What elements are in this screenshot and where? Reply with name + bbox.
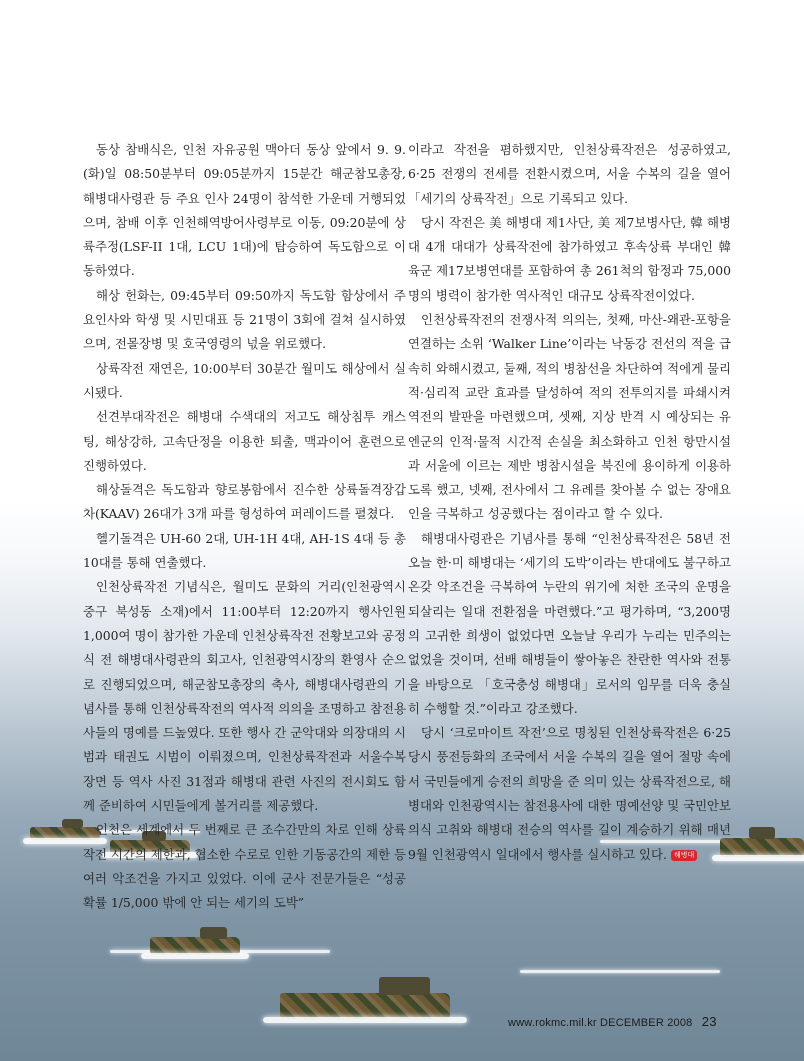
end-mark-icon: 해병대	[671, 850, 697, 861]
paragraph: 인천은 세계에서 두 번째로 큰 조수간만의 차로 인해 상륙작전 시간의 제한과, 협소한 수로로 인한 기동공간의 제한 등 여러 악조건을 가지고 있었다. 이에 군사 전문가들은 “성공확률 1/5,000 밖에 안 되는 세기의 도박”	[83, 822, 406, 911]
paragraph: 선견부대작전은 해병대 수색대의 저고도 해상침투 캐스팅, 해상강하, 고속단정을 이용한 퇴출, 맥과이어 훈련으로 진행하였다.	[83, 409, 406, 473]
wave-spray	[520, 970, 720, 973]
amphibious-vehicle	[150, 925, 240, 955]
article-left-column	[83, 138, 406, 916]
page-footer	[508, 1014, 717, 1029]
paragraph: 이라고 작전을 폄하했지만, 인천상륙작전은 성공하였고, 6·25 전쟁의 전세를 전환시켰으며, 서울 수복의 길을 열어 「세기의 상륙작전」으로 기록되고 있다.	[408, 142, 731, 206]
paragraph: 해병대사령관은 기념사를 통해 “인천상륙작전은 58년 전 오늘 한·미 해병대는 ‘세기의 도박’이라는 반대에도 불구하고 온갖 악조건을 극복하여 누란의 위기에 처한 조국의 운명을 되살리는 일대 전환점을 마련했다.”고 평가하며, “3,200명의 고귀한 희생이 없었다면 오늘날 우리가 누리는 민주의는 없었을 것이며, 선배 해병들이 쌓아놓은 찬란한 역사와 전통을 바탕으로 「호국충성 해병대」로서의 임무를 더욱 충실히 수행할 것.”이라고 강조했다.	[408, 530, 731, 716]
issue-date: DECEMBER 2008	[600, 1017, 693, 1029]
website-url: www.rokmc.mil.kr	[508, 1017, 597, 1029]
paragraph-text: 당시 ‘크로마이트 작전’으로 명칭된 인천상륙작전은 6·25 당시 풍전등화의 조국에서 서울 수복의 길을 열어 절망 속에서 국민들에게 승전의 희망을 준 의미 있는 상륙작전으로, 해병대와 인천광역시는 참전용사에 대한 명예선양 및 국민안보의식 고취와 해병대 전승의 역사를 길이 계승하기 위해 매년 9월 인천광역시 일대에서 행사를 실시하고 있다.	[408, 725, 731, 862]
paragraph: 상륙작전 재연은, 10:00부터 30분간 월미도 해상에서 실시됐다.	[83, 360, 406, 400]
paragraph: 해상돌격은 독도함과 향로봉함에서 진수한 상륙돌격장갑차(KAAV) 26대가 3개 파를 형성하여 퍼레이드를 펼쳤다.	[83, 482, 406, 522]
page-number: 23	[701, 1014, 717, 1029]
article-right-column	[408, 138, 731, 867]
paragraph: 인천상륙작전의 전쟁사적 의의는, 첫째, 마산-왜관-포항을 연결하는 소위 ‘Walker Line’이라는 낙동강 전선의 적을 급속히 와해시켰고, 둘째, 적의 병참선을 차단하여 적에게 물리적·심리적 교란 효과를 달성하여 적의 전투의지를 파쇄시켜 역전의 발판을 마련했으며, 셋째, 지상 반격 시 예상되는 유엔군의 인적·물적 시간적 손실을 최소화하고 인천 항만시설과 서울에 이르는 제반 병참시설을 북진에 용이하게 이용하도록 했고, 넷째, 전사에서 그 유례를 찾아볼 수 없는 장애요인을 극복하고 성공했다는 점이라고 할 수 있다.	[408, 312, 731, 522]
amphibious-vehicle	[280, 975, 450, 1019]
paragraph: 인천상륙작전 기념식은, 월미도 문화의 거리(인천광역시 중구 북성동 소재)에서 11:00부터 12:20까지 행사인원 1,000여 명이 참가한 가운데 인천상륙작전 전황보고와 공정식 전 해병대사령관의 회고사, 인천광역시장의 환영사 순으로 진행되었으며, 해군참모총장의 축사, 해병대사령관의 기념사를 통해 인천상륙작전의 역사적 의의을 조명하고 참전용사들의 명예를 드높였다. 또한 행사 간 군악대와 의장대의 시범과 태권도 시범이 이뤄졌으며, 인천상륙작전과 서울수복 장면 등 역사 사진 31점과 해병대 관련 사진의 전시회도 함께 준비하여 시민들에게 볼거리를 제공했다.	[83, 579, 406, 814]
paragraph: 해상 헌화는, 09:45부터 09:50까지 독도함 함상에서 주요인사와 학생 및 시민대표 등 21명이 3회에 걸쳐 실시하였으며, 전몰장병 및 호국영령의 넋을 위로했다.	[83, 287, 406, 352]
paragraph: 동상 참배식은, 인천 자유공원 맥아더 동상 앞에서 9. 9.(화)일 08:50분부터 09:05분까지 15분간 해군참모총장, 해병대사령관 등 주요 인사 24명이 참석한 가운데 거행되었으며, 참배 이후 인천해역방어사령부로 이동, 09:20분에 상륙주정(LSF-II 1대, LCU 1대)에 탑승하여 독도함으로 이동하였다.	[83, 142, 406, 279]
amphibious-vehicle	[720, 825, 804, 857]
paragraph: 당시 작전은 美 해병대 제1사단, 美 제7보병사단, 韓 해병대 4개 대대가 상륙작전에 참가하였고 후속상륙 부대인 韓 육군 제17보병연대를 포함하여 총 261척의 함정과 75,000명의 병력이 참가한 역사적인 대규모 상륙작전이었다.	[408, 214, 731, 303]
final-paragraph	[408, 721, 731, 867]
paragraph: 헬기돌격은 UH-60 2대, UH-1H 4대, AH-1S 4대 등 총 10대를 통해 연출했다.	[83, 530, 406, 571]
